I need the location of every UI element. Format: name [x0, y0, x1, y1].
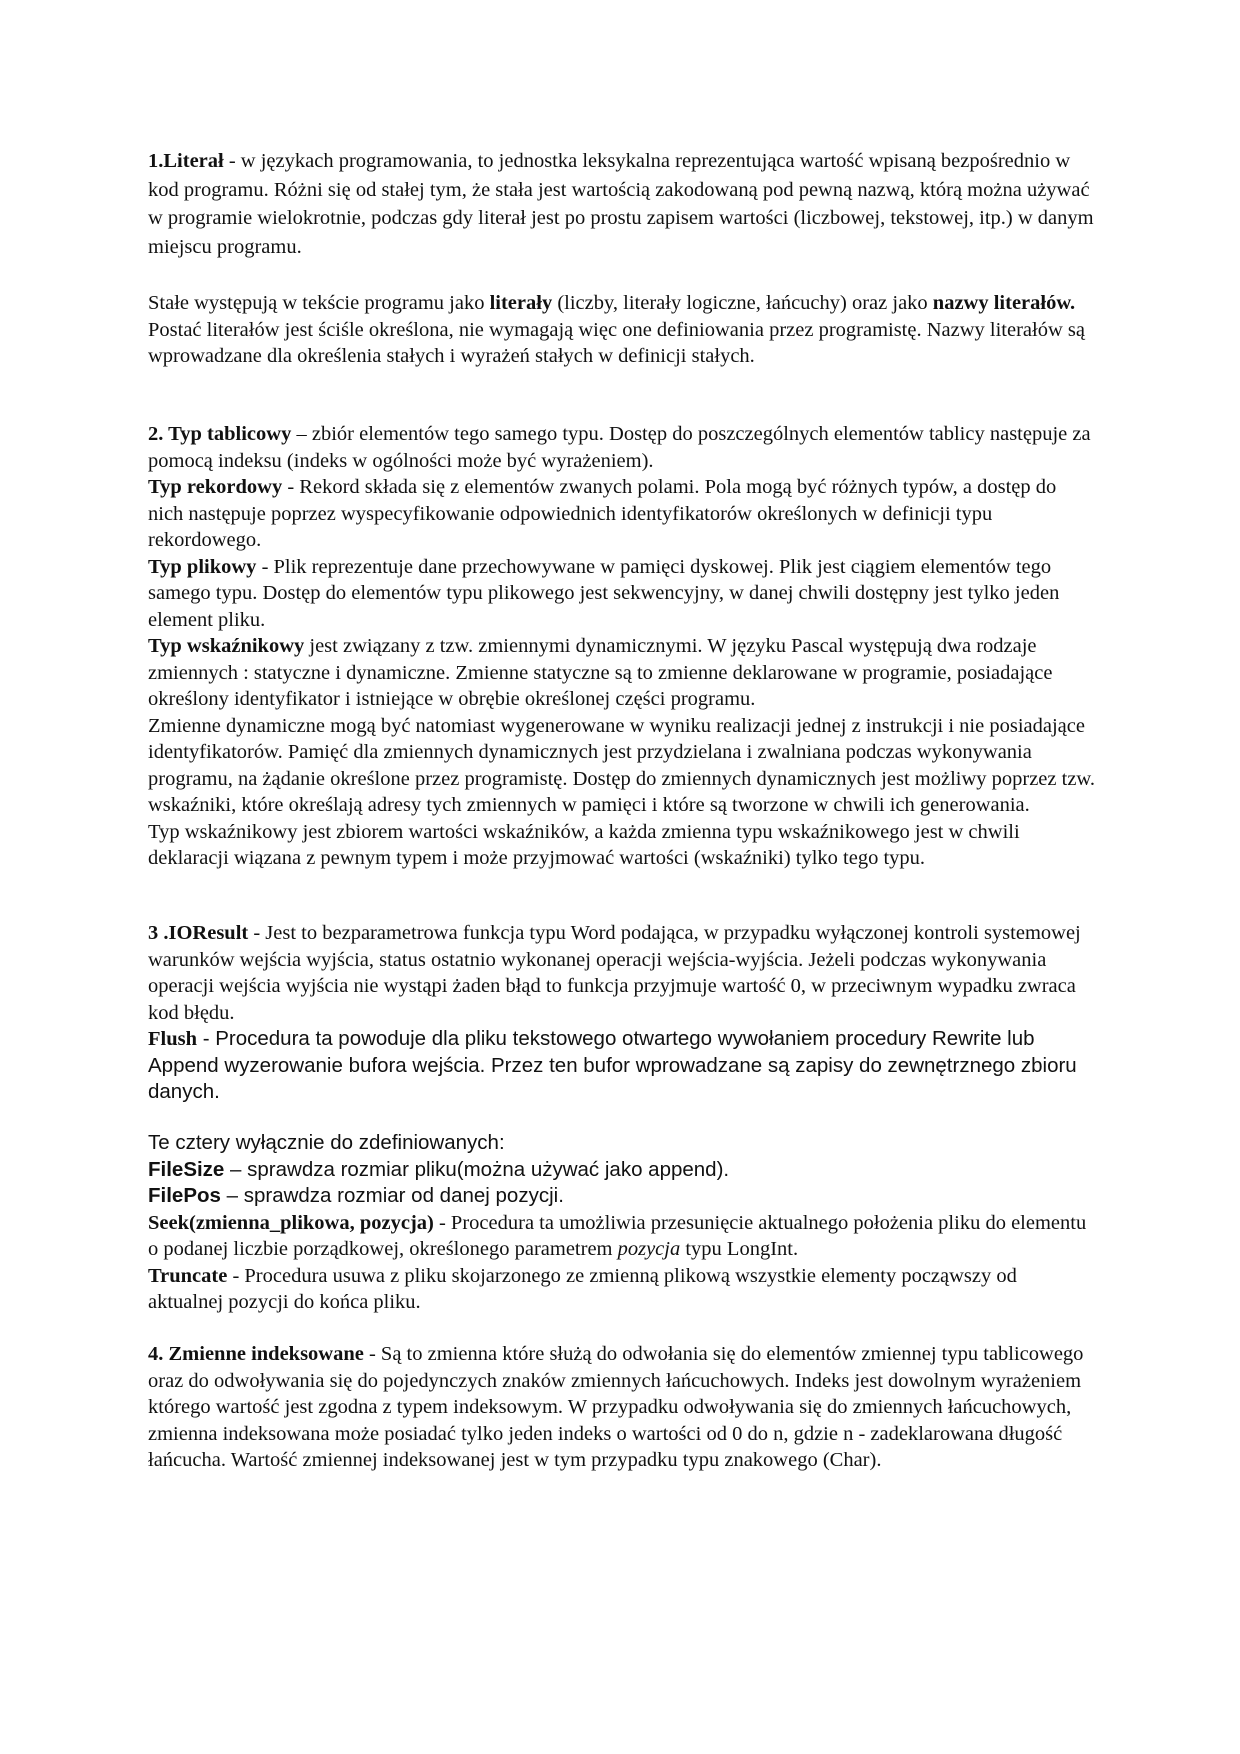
- text-filepos: – sprawdza rozmiar od danej pozycji.: [220, 1184, 564, 1207]
- section-file-functions: [148, 1130, 1096, 1316]
- paragraph-wskaznikowy-3: Typ wskaźnikowy jest zbiorem wartości wskaźników, a każda zmienna typu wskaźnikowego jest w chwili deklaracji wiązana z pewnym typem i może przyjmować wartości (wskaźniki) tylko tego typu.: [148, 820, 1020, 869]
- text-zmienne-indeksowane: - Są to zmienna które służą do odwołania się do elementów zmiennej typu tablicowego oraz do odwoływania się do pojedynczych znaków zmiennych łańcuchowych. Indeks jest dowolnym wyrażeniem którego wartość jest zgodna z typem indeksowym. W przypadku odwoływania się do zmiennych łańcuchowych, zmienna indeksowana może posiadać tylko jeden indeks o wartości od 0 do n, gdzie n - zadeklarowana długość łańcucha. Wartość zmiennej indeksowanej jest w tym przypadku typu znakowego (Char).: [148, 1343, 1084, 1471]
- paragraph-plikowy: [148, 554, 1096, 634]
- heading-filesize: FileSize: [148, 1157, 225, 1181]
- paragraph-flush: [148, 1026, 1096, 1106]
- text-literal: - w językach programowania, to jednostka leksykalna reprezentująca wartość wpisaną bezpośrednio w kod programu. Różni się od stałej tym, że stała jest wartością zakodowaną pod pewną nazwą, którą można używać w programie wielokrotnie, podczas gdy literał jest po prostu zapisem wartości (liczbowej, tekstowej, itp.) w danym miejscu programu.: [148, 150, 1094, 258]
- section-stale: [148, 290, 1096, 370]
- heading-typ-rekordowy: Typ rekordowy: [148, 476, 283, 498]
- paragraph-truncate: [148, 1263, 1096, 1316]
- text-seek-italic: pozycja: [617, 1238, 681, 1260]
- heading-truncate: Truncate: [148, 1264, 228, 1287]
- paragraph-wskaznikowy: [148, 633, 1096, 713]
- paragraph-filesize: [148, 1157, 1096, 1184]
- paragraph-seek: [148, 1210, 1096, 1263]
- paragraph-rekordowy: [148, 474, 1096, 554]
- text-typ-tablicowy: – zbiór elementów tego samego typu. Dostęp do poszczególnych elementów tablicy następuje za pomocą indeksu (indeks w ogólności może być wyrażeniem).: [148, 423, 1091, 472]
- heading-ioresult: 3 .IOResult: [148, 922, 249, 944]
- heading-literal: 1.Literał: [148, 150, 224, 172]
- paragraph-wskaznikowy-2: Zmienne dynamiczne mogą być natomiast wygenerowane w wyniku realizacji jednej z instrukcji i nie posiadające identyfikatorów. Pamięć dla zmiennych dynamicznych jest przydzielana i zwalniana podczas wykonywania programu, na żądanie określone przez programistę. Dostęp do zmiennych dynamicznych jest możliwy poprzez tzw. wskaźniki, które określają adresy tych zmiennych w pamięci i które są tworzone w chwili ich generowania.: [148, 714, 1096, 816]
- text-flush: - Procedura ta powoduje dla pliku tekstowego otwartego wywołaniem procedury Rewrite lub Append wyzerowanie bufora wejścia. Przez ten bufor wprowadzane są zapisy do zewnętrznego zbioru danych.: [148, 1027, 1077, 1103]
- text-filesize: – sprawdza rozmiar pliku(można używać jako append).: [224, 1157, 730, 1181]
- text-typ-plikowy: - Plik reprezentuje dane przechowywane w pamięci dyskowej. Plik jest ciągiem elementów tego samego typu. Dostęp do elementów typu plikowego jest sekwencyjny, w danej chwili dostępny jest tylko jeden element pliku.: [148, 555, 1060, 631]
- heading-filepos: FilePos: [148, 1184, 221, 1207]
- paragraph-ioresult: [148, 920, 1096, 1026]
- section-zmienne-indeksowane: [148, 1341, 1096, 1474]
- heading-typ-wskaznikowy: Typ wskaźnikowy: [148, 635, 305, 657]
- text-ioresult: - Jest to bezparametrowa funkcja typu Word podająca, w przypadku wyłączonej kontroli systemowej warunków wejścia wyjścia, status ostatnio wykonanej operacji wejścia-wyjścia. Jeżeli podczas wykonywania operacji wejścia wyjścia nie wystąpi żaden błąd to funkcja przyjmuje wartość 0, w przeciwnym wypadku zwraca kod błędu.: [148, 922, 1081, 1024]
- section-types: [148, 421, 1096, 872]
- heading-zmienne-indeksowane: 4. Zmienne indeksowane: [148, 1343, 364, 1365]
- paragraph-stale: [148, 290, 1096, 370]
- text-seek-1: - Procedura ta umożliwia przesunięcie aktualnego położenia pliku do elementu o podanej liczbie porządkowej, określonego parametrem: [148, 1211, 1087, 1260]
- text-stale-1: Stałe występują w tekście programu jako: [148, 292, 490, 314]
- term-nazwy-literalow: nazwy literałów.: [932, 292, 1076, 314]
- text-stale-2: (liczby, literały logiczne, łańcuchy) oraz jako: [552, 292, 933, 314]
- text-typ-wskaznikowy-1: jest związany z tzw. zmiennymi dynamicznymi. W języku Pascal występują dwa rodzaje zmiennych : statyczne i dynamiczne. Zmienne statyczne są to zmienne deklarowane w programie, posiadające określony identyfikator i istniejące w obrębie określonej części programu.: [148, 635, 1053, 710]
- heading-flush: Flush: [148, 1028, 197, 1050]
- text-stale-3: Postać literałów jest ściśle określona, nie wymagają więc one definiowania przez programistę. Nazwy literałów są wprowadzane dla określenia stałych i wyrażeń stałych w definicji stałych.: [148, 318, 1085, 367]
- heading-typ-plikowy: Typ plikowy: [148, 555, 257, 578]
- text-typ-rekordowy: - Rekord składa się z elementów zwanych polami. Pola mogą być różnych typów, a dostęp do nich następuje poprzez wyspecyfikowanie odpowiednich identyfikatorów określonych w definicji typu rekordowego.: [148, 476, 1057, 551]
- paragraph-filepos: [148, 1183, 1096, 1210]
- paragraph-zmienne-indeksowane: [148, 1341, 1096, 1474]
- section-literal: [148, 147, 1096, 261]
- text-truncate: - Procedura usuwa z pliku skojarzonego ze zmienną plikową wszystkie elementy począwszy od aktualnej pozycji do końca pliku.: [148, 1264, 1017, 1313]
- heading-seek: Seek(zmienna_plikowa, pozycja): [148, 1211, 434, 1234]
- text-seek-2: typu LongInt.: [680, 1238, 799, 1260]
- paragraph-literal: [148, 147, 1096, 261]
- term-literaly: literały: [489, 292, 553, 314]
- section-ioresult: [148, 920, 1096, 1106]
- heading-typ-tablicowy: 2. Typ tablicowy: [148, 423, 292, 445]
- paragraph-tablicowy: [148, 421, 1096, 474]
- paragraph-cztery-intro: Te cztery wyłącznie do zdefiniowanych:: [148, 1131, 505, 1154]
